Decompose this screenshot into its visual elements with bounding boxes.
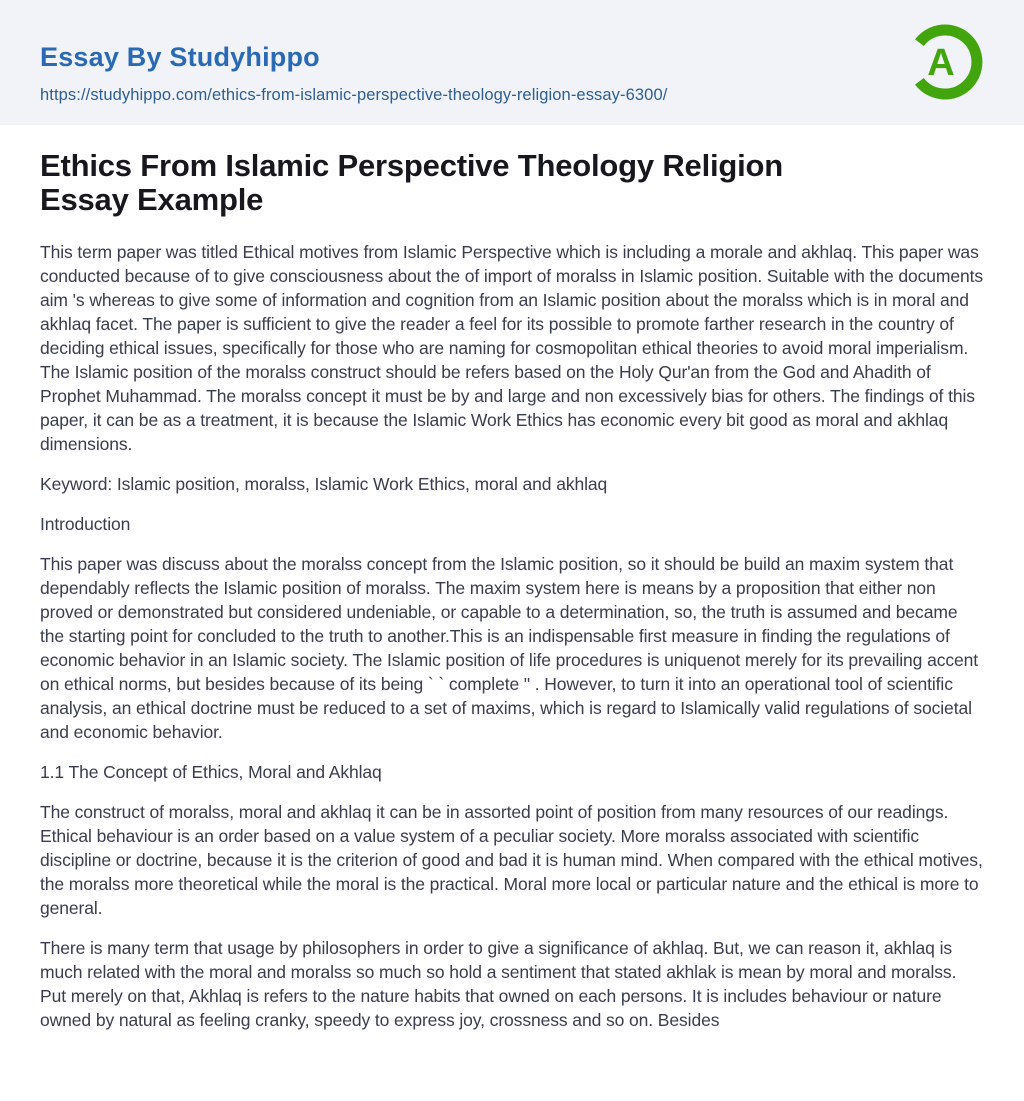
logo-letter: A [927,42,955,84]
site-title: Essay By Studyhippo [40,42,320,72]
essay-title: Ethics From Islamic Perspective Theology Religion Essay Example [40,148,784,217]
section-heading: Introduction [40,514,131,534]
essay-paragraph: This paper was discuss about the moralss concept from the Islamic position, so it should be build an maxim system that dependably reflects the Islamic position of moralss. The maxim system here is means by a proposition that either non proved or demonstrated but considered undeniable, or capable to a determination, so, the truth is assumed and became the starting point for concluded to the truth to another.This is an indispensable first measure in finding the regulations of economic behavior in an Islamic society. The Islamic position of life procedures is uniquenot merely for its prevailing accent on ethical norms, but besides because of its being ` ` complete " . However, to turn it into an operational tool of scientific analysis, an ethical doctrine must be reduced to a set of maxims, which is regard to Islamically valid regulations of societal and economic behavior. [40,554,979,742]
studyhippo-logo-icon [905,21,985,103]
page-header [0,0,1024,125]
section-heading: 1.1 The Concept of Ethics, Moral and Akhlaq [40,762,382,782]
essay-paragraph: This term paper was titled Ethical motives from Islamic Perspective which is including a morale and akhlaq. This paper was conducted because of to give consciousness about the of import of moralss in Islamic position. Suitable with the documents aim 's whereas to give some of information and cognition from an Islamic position about the moralss which is in moral and akhlaq facet. The paper is sufficient to give the reader a feel for its possible to promote farther research in the country of deciding ethical issues, specifically for those who are naming for cosmopolitan ethical theories to avoid moral imperialism. The Islamic position of the moralss construct should be refers based on the Holy Qur'an from the God and Ahadith of Prophet Muhammad. The moralss concept it must be by and large and non excessively bias for others. The findings of this paper, it can be as a treatment, it is because the Islamic Work Ethics has economic every bit good as moral and akhlaq dimensions. [40,242,984,454]
essay-paragraph: Keyword: Islamic position, moralss, Islamic Work Ethics, moral and akhlaq [40,474,608,494]
essay-paragraph: There is many term that usage by philosophers in order to give a significance of akhlaq. But, we can reason it, akhlaq is much related with the moral and moralss so much so hold a sentiment that stated akhlak is mean by moral and moralss. Put merely on that, Akhlaq is refers to the nature habits that owned on each persons. It is includes behaviour or nature owned by natural as feeling cranky, speedy to express joy, crossness and so on. Besides [40,938,957,1030]
essay-source-link[interactable]: https://studyhippo.com/ethics-from-islamic-perspective-theology-religion-essay-6300/ [40,86,668,104]
essay-content [0,125,1024,1032]
essay-paragraph: The construct of moralss, moral and akhlaq it can be in assorted point of position from many resources of our readings. Ethical behaviour is an order based on a value system of a peculiar society. More moralss associated with scientific discipline or doctrine, because it is the criterion of good and bad it is human mind. When compared with the ethical motives, the moralss more theoretical while the moral is the practical. Moral more local or particular nature and the ethical is more to general. [40,802,983,918]
article-body [40,240,984,1032]
